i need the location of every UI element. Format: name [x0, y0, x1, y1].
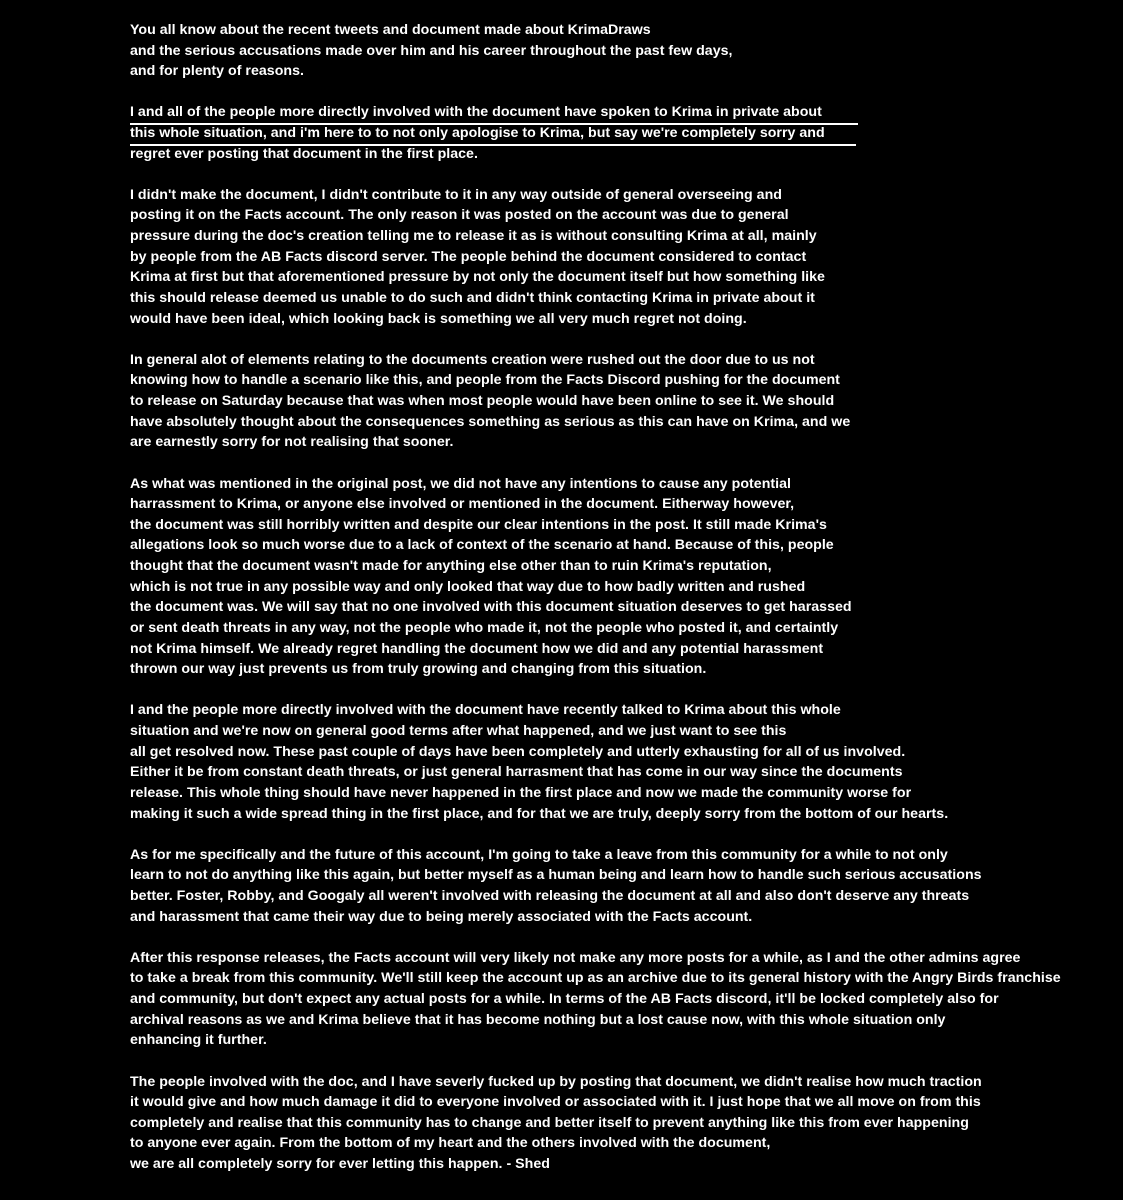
text-line: enhancing it further. — [130, 1032, 267, 1049]
text-line: The people involved with the doc, and I have severly fucked up by posting that document, we didn't realise how much traction — [130, 1073, 982, 1090]
text-line: the document was. We will say that no one involved with this document situation deserves to get harassed — [130, 599, 852, 616]
text-line: release. This whole thing should have never happened in the first place and now we made the community worse for — [130, 785, 912, 801]
text-line: not Krima himself. We already regret handling the document how we did and any potential harassment — [130, 640, 824, 657]
paragraph-document-origin — [130, 185, 1115, 329]
text-line: regret ever posting that document in the first place. — [130, 145, 478, 162]
text-line: and the serious accusations made over him and his career throughout the past few days, — [130, 42, 733, 59]
text-line: making it such a wide spread thing in the first place, and for that we are truly, deeply sorry from the bottom of our hearts. — [130, 805, 949, 822]
signature-line: we are all completely sorry for ever letting this happen. - Shed — [130, 1156, 550, 1173]
text-line: by people from the AB Facts discord server. The people behind the document considered to contact — [130, 248, 807, 265]
text-line: posting it on the Facts account. The only reason it was posted on the account was due to general — [130, 207, 789, 224]
underlined-text-line: I and all of the people more directly involved with the document have spoken to Krima in private about — [130, 102, 1115, 123]
text-line: Krima at first but that aforementioned pressure by not only the document itself but how something like — [130, 269, 825, 286]
text-line: would have been ideal, which looking back is something we all very much regret not doing. — [130, 310, 747, 327]
paragraph-closing — [130, 1072, 1115, 1175]
text-line: and harassment that came their way due to being merely associated with the Facts account. — [130, 908, 753, 925]
text-line: it would give and how much damage it did to everyone involved or associated with it. I just hope that we all move on from this — [130, 1094, 981, 1111]
text-line: Either it be from constant death threats, or just general harrasment that has come in our way since the documents — [130, 764, 903, 781]
text-line: I and the people more directly involved with the document have recently talked to Krima about this whole — [130, 702, 841, 719]
text-line: to anyone ever again. From the bottom of my heart and the others involved with the document, — [130, 1135, 771, 1152]
text-line: pressure during the doc's creation telling me to release it as is without consulting Krima at all, mainly — [130, 228, 817, 245]
text-line: to release on Saturday because that was when most people would have been online to see it. We should — [130, 393, 835, 410]
text-line: knowing how to handle a scenario like this, and people from the Facts Discord pushing for the document — [130, 372, 840, 389]
paragraph-apology — [130, 102, 1115, 164]
text-line: this should release deemed us unable to do such and didn't think contacting Krima in private about it — [130, 290, 815, 307]
text-line: and for plenty of reasons. — [130, 63, 304, 80]
text-line: As what was mentioned in the original post, we did not have any intentions to cause any potential — [130, 475, 791, 492]
apology-statement — [130, 20, 1115, 1195]
text-line: harrassment to Krima, or anyone else involved or mentioned in the document. Eitherway however, — [130, 496, 795, 513]
text-line: As for me specifically and the future of this account, I'm going to take a leave from this community for a while to not only — [130, 846, 948, 863]
text-line: In general alot of elements relating to the documents creation were rushed out the door due to us not — [130, 351, 815, 368]
text-line: You all know about the recent tweets and document made about KrimaDraws — [130, 22, 651, 38]
underlined-text-line: this whole situation, and i'm here to to not only apologise to Krima, but say we're completely sorry and — [130, 123, 1115, 144]
text-line: thrown our way just prevents us from truly growing and changing from this situation. — [130, 661, 707, 678]
text-line: thought that the document wasn't made for anything else other than to ruin Krima's reputation, — [130, 558, 772, 575]
paragraph-intentions — [130, 474, 1115, 680]
text-line: the document was still horribly written and despite our clear intentions in the post. It still made Krima's — [130, 516, 827, 533]
text-line: allegations look so much worse due to a lack of context of the scenario at hand. Because of this, people — [130, 537, 834, 554]
text-line: and community, but don't expect any actual posts for a while. In terms of the AB Facts discord, it'll be locked completely also for — [130, 991, 999, 1008]
paragraph-leave — [130, 845, 1115, 928]
text-line: have absolutely thought about the consequences something as serious as this can have on Krima, and we — [130, 413, 851, 430]
text-line: After this response releases, the Facts account will very likely not make any more posts for a while, as I and the other admins agree — [130, 949, 1021, 966]
paragraph-intro — [130, 20, 1115, 82]
paragraph-account-future — [130, 948, 1115, 1051]
text-line: all get resolved now. These past couple of days have been completely and utterly exhausting for all of us involved. — [130, 743, 906, 760]
paragraph-rushed-release — [130, 350, 1115, 453]
text-line: to take a break from this community. We'll still keep the account up as an archive due to its general history with the Angry Birds franchise — [130, 970, 1061, 987]
text-line: better. Foster, Robby, and Googaly all weren't involved with releasing the document at all and also don't deserve any threats — [130, 888, 970, 905]
paragraph-resolution — [130, 700, 1115, 824]
text-line: situation and we're now on general good terms after what happened, and we just want to see this — [130, 723, 787, 740]
text-line: or sent death threats in any way, not the people who made it, not the people who posted it, and certaintly — [130, 620, 839, 637]
text-line: are earnestly sorry for not realising that sooner. — [130, 434, 454, 451]
text-line: which is not true in any possible way and only looked that way due to how badly written and rushed — [130, 578, 806, 595]
text-line: learn to not do anything like this again, but better myself as a human being and learn how to handle such serious accusations — [130, 867, 982, 884]
text-line: archival reasons as we and Krima believe that it has become nothing but a lost cause now, with this whole situation only — [130, 1011, 946, 1028]
text-line: I didn't make the document, I didn't contribute to it in any way outside of general overseeing and — [130, 186, 782, 203]
text-line: completely and realise that this community has to change and better itself to prevent anything like this from ever happening — [130, 1114, 969, 1131]
